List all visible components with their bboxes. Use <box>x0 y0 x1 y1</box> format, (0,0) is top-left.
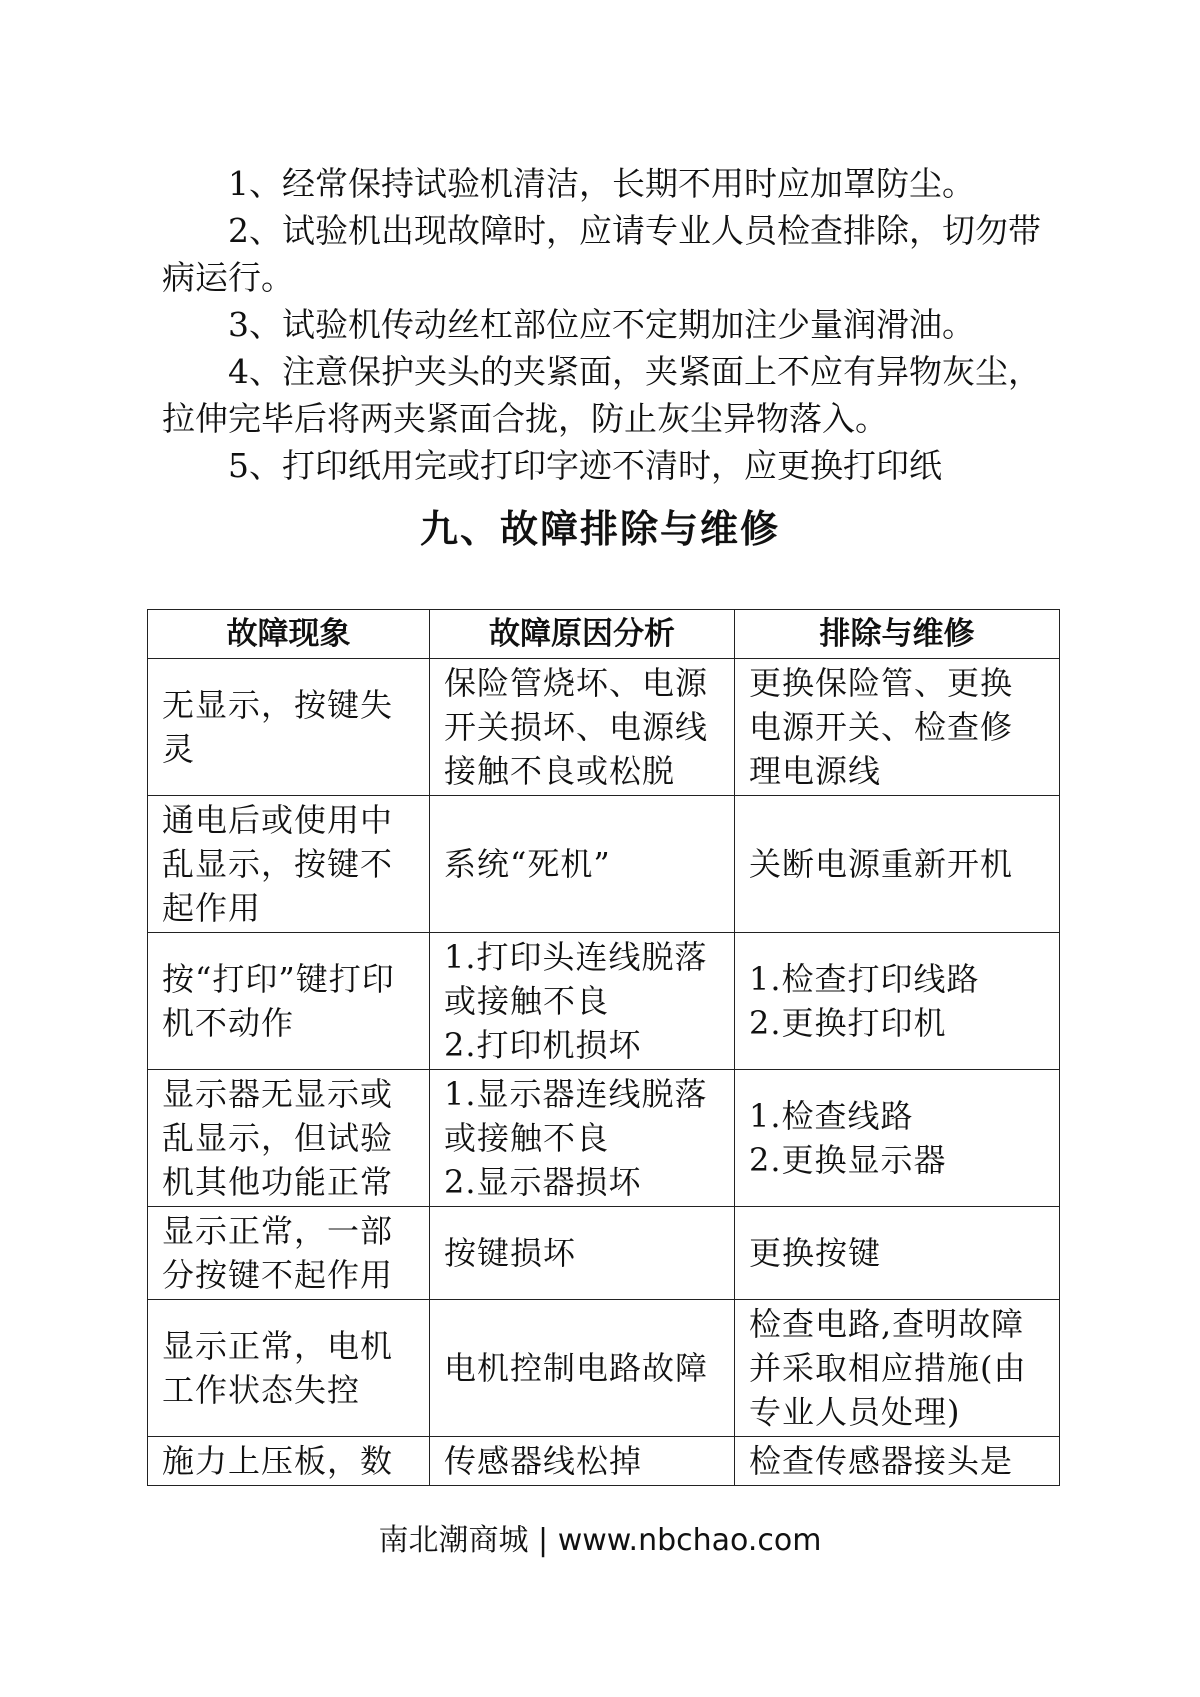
symptom-cell: 通电后或使用中乱显示，按键不起作用 <box>148 796 430 933</box>
header-cause: 故障原因分析 <box>430 610 735 659</box>
header-symptom: 故障现象 <box>148 610 430 659</box>
cause-line: 1.显示器连线脱落或接触不良 <box>444 1075 708 1157</box>
section-title: 九、故障排除与维修 <box>419 507 780 551</box>
maintenance-item-5: 5、打印纸用完或打印字迹不清时，应更换打印纸 <box>228 446 942 485</box>
fix-cell: 更换按键 <box>735 1207 1060 1300</box>
fix-cell <box>735 1070 1060 1207</box>
cause-cell: 系统“死机” <box>430 796 735 933</box>
table-row <box>148 796 1060 933</box>
cause-cell: 保险管烧坏、电源开关损坏、电源线接触不良或松脱 <box>430 659 735 796</box>
fix-line: 1.检查线路 <box>749 1097 914 1135</box>
footer-watermark: 南北潮商城 | www.nbchao.com <box>378 1523 822 1558</box>
symptom-cell: 显示器无显示或乱显示，但试验机其他功能正常 <box>148 1070 430 1207</box>
table-row <box>148 1300 1060 1437</box>
cause-cell: 传感器线松掉 <box>430 1437 735 1486</box>
symptom-cell: 显示正常，一部分按键不起作用 <box>148 1207 430 1300</box>
table-header-row <box>148 610 1060 659</box>
cause-line: 1.打印头连线脱落或接触不良 <box>444 938 708 1020</box>
header-fix: 排除与维修 <box>735 610 1060 659</box>
cause-line: 2.显示器损坏 <box>444 1163 642 1201</box>
table-row <box>148 1437 1060 1486</box>
cause-line: 2.打印机损坏 <box>444 1026 642 1064</box>
symptom-cell: 按“打印”键打印机不动作 <box>148 933 430 1070</box>
table-row <box>148 659 1060 796</box>
fix-line: 2.更换显示器 <box>749 1141 947 1179</box>
table-row <box>148 1070 1060 1207</box>
fix-cell: 更换保险管、更换电源开关、检查修理电源线 <box>735 659 1060 796</box>
fix-line: 1.检查打印线路 <box>749 960 980 998</box>
maintenance-item-3: 3、试验机传动丝杠部位应不定期加注少量润滑油。 <box>228 305 975 344</box>
fix-line: 2.更换打印机 <box>749 1004 947 1042</box>
maintenance-item-4: 4、注意保护夹头的夹紧面，夹紧面上不应有异物灰尘，拉伸完毕后将两夹紧面合拢，防止灰尘异物落入。 <box>162 352 1041 438</box>
fault-table <box>147 609 1060 1486</box>
symptom-cell: 施力上压板，数 <box>148 1437 430 1486</box>
cause-cell <box>430 933 735 1070</box>
table-row <box>148 1207 1060 1300</box>
maintenance-item-2: 2、试验机出现故障时，应请专业人员检查排除，切勿带病运行。 <box>162 211 1041 297</box>
fix-cell: 检查电路,查明故障并采取相应措施(由专业人员处理) <box>735 1300 1060 1437</box>
fix-cell: 关断电源重新开机 <box>735 796 1060 933</box>
table-row <box>148 933 1060 1070</box>
symptom-cell: 无显示，按键失灵 <box>148 659 430 796</box>
maintenance-item-1: 1、经常保持试验机清洁，长期不用时应加罩防尘。 <box>228 164 975 203</box>
cause-cell: 电机控制电路故障 <box>430 1300 735 1437</box>
fix-cell: 检查传感器接头是 <box>735 1437 1060 1486</box>
fix-cell <box>735 933 1060 1070</box>
symptom-cell: 显示正常，电机工作状态失控 <box>148 1300 430 1437</box>
maintenance-list <box>162 160 1058 489</box>
cause-cell: 按键损坏 <box>430 1207 735 1300</box>
cause-cell <box>430 1070 735 1207</box>
